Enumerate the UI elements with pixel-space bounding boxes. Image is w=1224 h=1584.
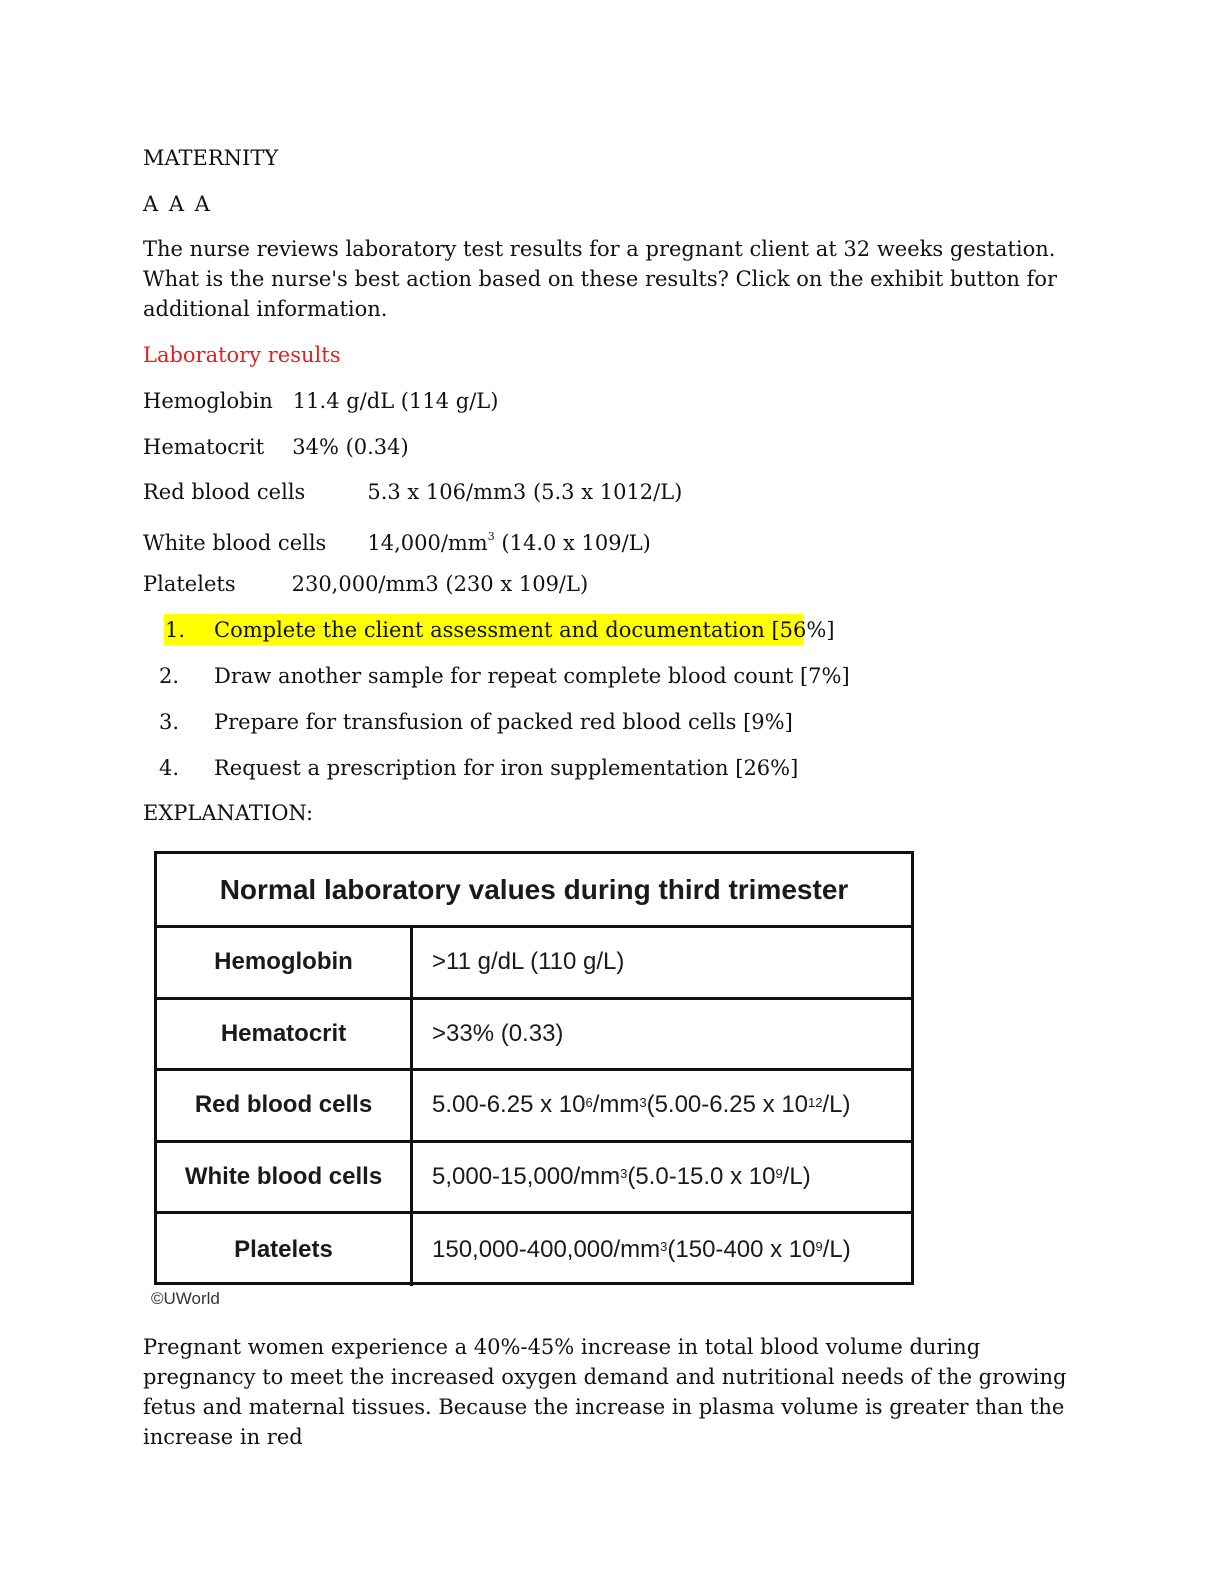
table-title: Normal laboratory values during third trimester: [157, 854, 911, 928]
lab-value: 11.4 g/dL (114 g/L): [292, 389, 499, 413]
answer-option-3[interactable]: Prepare for transfusion of packed red blood cells [9%]: [214, 710, 793, 734]
table-row-label: White blood cells: [157, 1143, 413, 1212]
lab-value: 34% (0.34): [292, 435, 409, 459]
option-number: 2.: [159, 664, 180, 688]
copyright-notice: ©UWorld: [151, 1289, 220, 1308]
page-title: MATERNITY: [143, 146, 279, 170]
lab-label: Red blood cells: [143, 480, 306, 504]
table-row-value: >11 g/dL (110 g/L): [432, 948, 625, 976]
table-row-value: 5.00-6.25 x 10 $^6$ /mm $^3$ (5.00-6.25 x 10 $^{12}$ /L): [432, 1091, 851, 1119]
table-row-label: Platelets: [157, 1214, 413, 1286]
lab-label: Platelets: [143, 572, 236, 596]
lab-row-hematocrit: [143, 432, 409, 462]
lab-results-heading[interactable]: Laboratory results: [143, 343, 341, 367]
option-number: 1.: [165, 618, 186, 642]
table-row-label: Hemoglobin: [157, 928, 413, 997]
lab-value: 5.3 x 106/mm3 (5.3 x 1012/L): [367, 480, 683, 504]
option-number: 4.: [159, 756, 180, 780]
lab-value: 230,000/mm3 (230 x 109/L): [291, 572, 589, 596]
answer-option-2[interactable]: Draw another sample for repeat complete blood count [7%]: [214, 664, 850, 688]
table-row: [157, 1143, 911, 1215]
lab-value: $14,000/mm^3$ (14.0 x 109/L): [367, 530, 651, 555]
table-row-label: Hematocrit: [157, 1000, 413, 1069]
lab-label: White blood cells: [143, 531, 327, 555]
answer-option-1[interactable]: Complete the client assessment and documentation [56%]: [214, 618, 835, 642]
table-row-label: Red blood cells: [157, 1071, 413, 1140]
question-text: The nurse reviews laboratory test results for a pregnant client at 32 weeks gestation. What is the nurse's best action based on these results? Click on the exhibit button for additional information.: [143, 237, 1058, 321]
lab-label: Hematocrit: [143, 435, 265, 459]
answer-option-4[interactable]: Request a prescription for iron supplementation [26%]: [214, 756, 799, 780]
lab-row-white-blood-cells: [143, 524, 651, 558]
lab-row-red-blood-cells: [143, 477, 682, 507]
table-row-value: >33% (0.33): [432, 1019, 564, 1047]
table-row: [157, 1071, 911, 1143]
lab-row-hemoglobin: [143, 386, 498, 416]
table-row-value: 5,000-15,000/mm $^3$ (5.0-15.0 x 10 $^9$ /L): [432, 1162, 811, 1190]
table-row: [157, 1214, 911, 1286]
explanation-label: EXPLANATION:: [143, 801, 314, 825]
lab-label: Hemoglobin: [143, 389, 273, 413]
table-row: [157, 1000, 911, 1072]
lab-row-platelets: [143, 569, 588, 599]
table-row-value: 150,000-400,000/mm $^3$ (150-400 x 10 $^9$ /L): [432, 1235, 851, 1263]
option-number: 3.: [159, 710, 180, 734]
explanation-text: Pregnant women experience a 40%-45% increase in total blood volume during pregnancy to meet the increased oxygen demand and nutritional needs of the growing fetus and maternal tissues. Because the increase in plasma volume is greater than the increase in red: [143, 1335, 1067, 1449]
font-size-controls[interactable]: A A A: [143, 192, 210, 216]
table-row: [157, 928, 911, 1000]
normal-values-table: [154, 851, 914, 1285]
